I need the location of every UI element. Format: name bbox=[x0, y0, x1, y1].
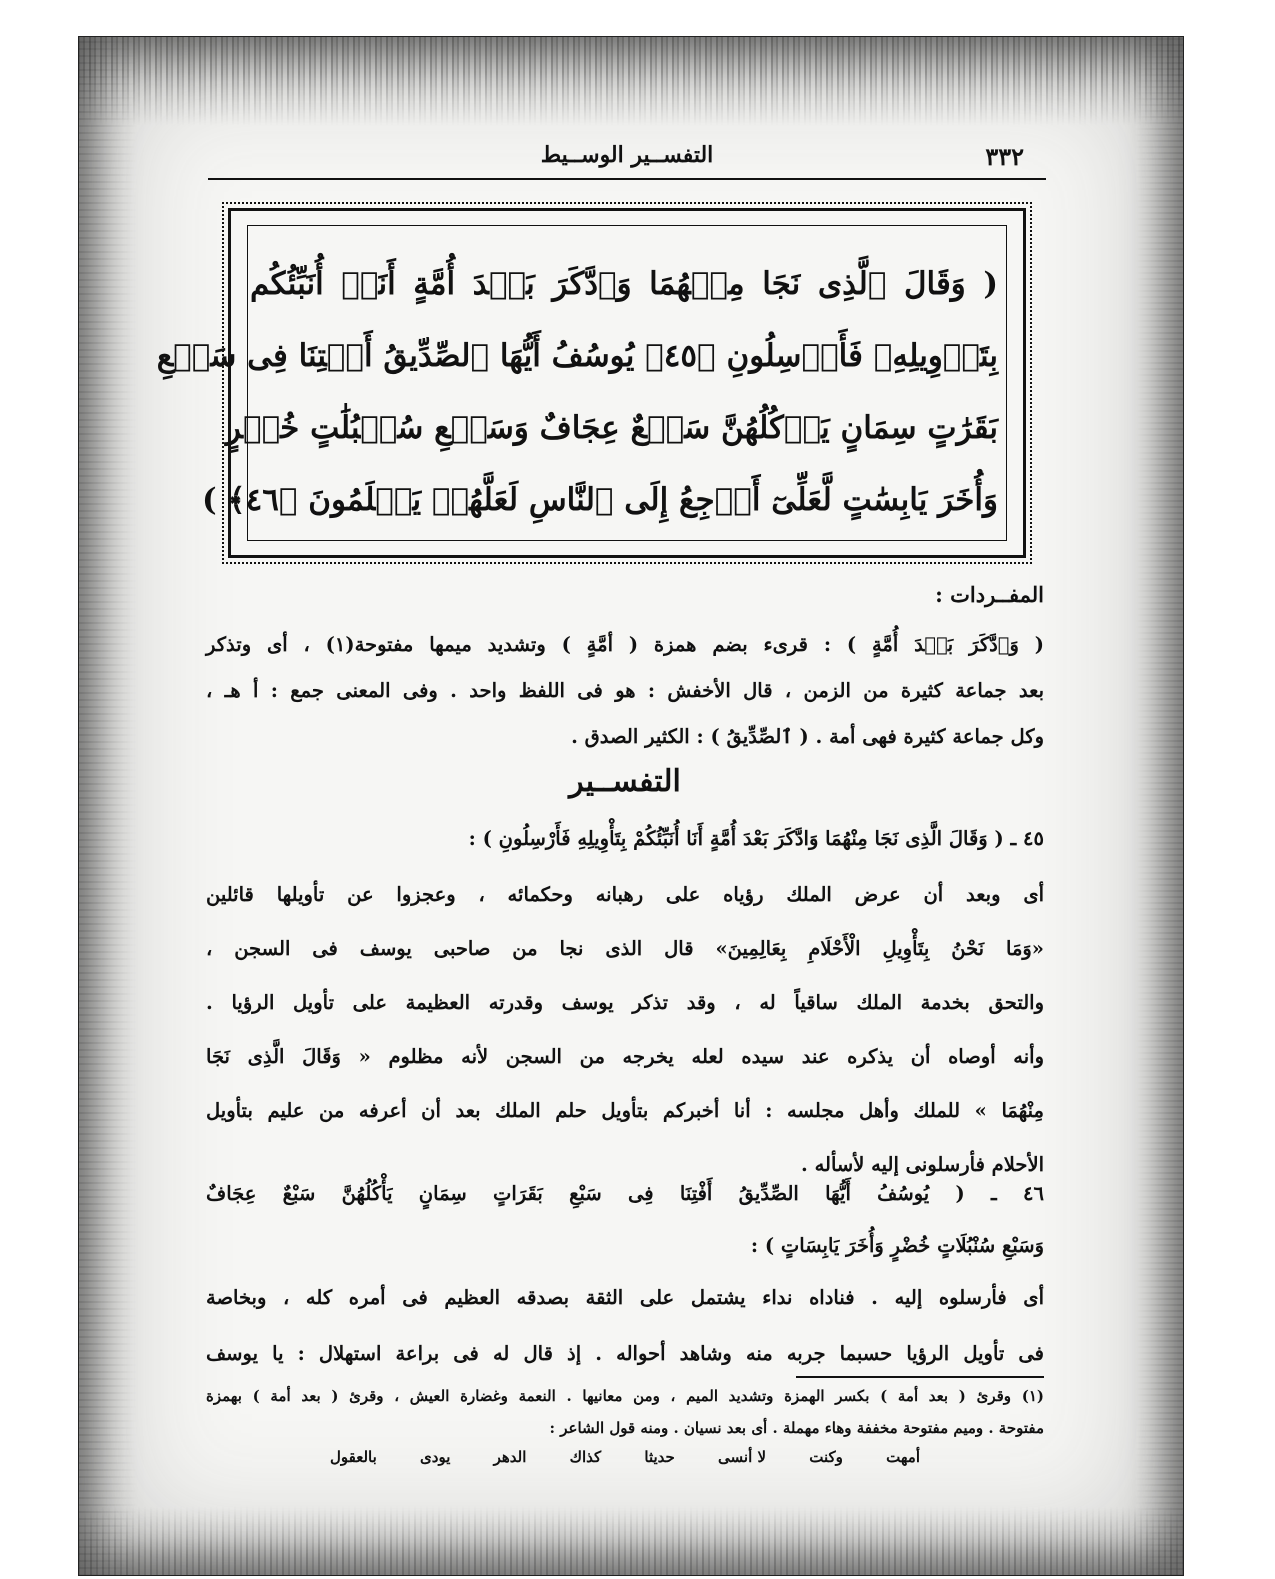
ayah-line: وَسَبْعِ سُنْبُلَاتٍ خُضْرٍ وَأُخَرَ يَابِسَاتٍ ) : bbox=[750, 1234, 1044, 1257]
poem-word: لا أنسى bbox=[718, 1448, 767, 1466]
footnote-line: مفتوحة . وميم مفتوحة مخففة وهاء مهملة . أى بعد نسيان . ومنه قول الشاعر : bbox=[549, 1419, 1044, 1437]
poem-word: حديثا bbox=[644, 1448, 675, 1466]
poem-verse bbox=[330, 1448, 920, 1466]
scan-noise-left bbox=[78, 36, 138, 1576]
verse-line: ( وَقَالَ ٱلَّذِى نَجَا مِنۡهُمَا وَٱدَّكَرَ بَعۡدَ أُمَّةٍ أَنَا۠ أُنَبِّئُكُم bbox=[250, 266, 998, 302]
scan-noise-right bbox=[1134, 36, 1184, 1576]
ayah-45-quote bbox=[206, 816, 1044, 862]
scan-noise-bottom bbox=[78, 1506, 1184, 1576]
poem-word: أمهت bbox=[886, 1448, 920, 1466]
vocabulary-heading: المفــردات : bbox=[935, 582, 1044, 607]
explanation-line: فى تأويل الرؤيا حسبما جربه منه وشاهد أحواله . إذ قال له فى براعة استهلال : يا يوسف bbox=[206, 1342, 1044, 1365]
poem-word: كذاك bbox=[569, 1448, 602, 1466]
poem-word: بالعقول bbox=[330, 1448, 377, 1466]
explanation-line: وأنه أوصاه أن يذكره عند سيده لعله يخرجه من السجن لأنه مظلوم « وَقَالَ الَّذِى نَجَا bbox=[206, 1045, 1044, 1068]
quran-verse-block bbox=[156, 248, 998, 536]
ayah-46-quote bbox=[206, 1168, 1044, 1272]
explanation-46 bbox=[206, 1270, 1044, 1382]
scan-noise-top bbox=[78, 36, 1184, 126]
page-number: ٣٣٢ bbox=[985, 142, 1024, 171]
explanation-line: مِنْهُمَا » للملك وأهل مجلسه : أنا أخبركم بتأويل حلم الملك بعد أن أعرفه من عليم بتأويل bbox=[206, 1099, 1044, 1122]
verse-line: بِتَأۡوِيلِهِۦ فَأَرۡسِلُونِ ﴿٤٥﴾ يُوسُفُ أَيُّهَا ٱلصِّدِّيقُ أَفۡتِنَا فِى سَبۡعِ bbox=[156, 338, 998, 374]
verse-line: بَقَرَٰتٍ سِمَانٍ يَأۡكُلُهُنَّ سَبۡعٌ عِجَافٌ وَسَبۡعِ سُنۢبُلَٰتٍ خُضۡرٍ bbox=[225, 410, 998, 446]
verse-line: وَأُخَرَ يَابِسَٰتٍ لَّعَلِّىٓ أَرۡجِعُ إِلَى ٱلنَّاسِ لَعَلَّهُمۡ يَعۡلَمُونَ ﴿٤٦﴾ ) bbox=[201, 482, 998, 518]
page-header bbox=[208, 138, 1046, 180]
explanation-line: «وَمَا نَحْنُ بِتَأْوِيلِ الْأَحْلَامِ بِعَالِمِينَ» قال الذى نجا من صاحبى يوسف فى السجن ، bbox=[206, 937, 1044, 960]
footnotes bbox=[206, 1380, 1044, 1444]
poem-word: الدهر bbox=[493, 1448, 527, 1466]
tafsir-heading: التفســير bbox=[569, 764, 681, 799]
explanation-line: أى وبعد أن عرض الملك رؤياه على رهبانه وحكمائه ، وعجزوا عن تأويلها قائلين bbox=[206, 883, 1044, 906]
explanation-line: الأحلام فأرسلونى إليه لأسأله . bbox=[801, 1153, 1044, 1176]
explanation-45 bbox=[206, 868, 1044, 1192]
ayah-line: ٤٥ ـ ( وَقَالَ الَّذِى نَجَا مِنْهُمَا وَادَّكَرَ بَعْدَ أُمَّةٍ أَنَا أُنَبِّئُكُمْ بِتَأْوِيلِهِ فَأَرْسِلُونِ ) : bbox=[468, 827, 1044, 850]
poem-word: وكنت bbox=[809, 1448, 843, 1466]
running-title: التفســير الوســيط bbox=[540, 142, 714, 168]
poem-word: يودى bbox=[420, 1448, 451, 1466]
vocabulary-line: بعد جماعة كثيرة من الزمن ، قال الأخفش : هو فى اللفظ واحد . وفى المعنى جمع : أ هـ ، bbox=[206, 679, 1044, 702]
explanation-line: أى فأرسلوه إليه . فناداه نداء يشتمل على الثقة بصدقه العظيم فى أمره كله ، وبخاصة bbox=[206, 1286, 1044, 1309]
vocabulary-line: وكل جماعة كثيرة فهى أمة . ( ٱلصِّدِّيقُ ) : الكثير الصدق . bbox=[571, 725, 1044, 748]
footnote-line: (١) وقرئ ( بعد أمة ) بكسر الهمزة وتشديد الميم ، ومن معانيها . النعمة وغضارة العيش ، وقرئ ( بعد أمة ) بهمزة bbox=[206, 1387, 1044, 1405]
vocabulary-section bbox=[206, 622, 1044, 760]
explanation-line: والتحق بخدمة الملك ساقياً له ، وقد تذكر يوسف وقدرته العظيمة على تأويل الرؤيا . bbox=[206, 991, 1044, 1014]
vocabulary-line: ( وَٱدَّكَرَ بَعۡدَ أُمَّةٍ ) : قرىء بضم همزة ( أمَّةٍ ) وتشديد ميمها مفتوحة(١) ، أى وتذكر bbox=[206, 633, 1044, 656]
ayah-line: ٤٦ ـ ( يُوسُفُ أَيُّهَا الصِّدِّيقُ أَفْتِنَا فِى سَبْعِ بَقَرَاتٍ سِمَانٍ يَأْكُلُهُنَّ سَبْعٌ عِجَافٌ bbox=[206, 1182, 1044, 1205]
footnote-divider bbox=[796, 1376, 1044, 1378]
